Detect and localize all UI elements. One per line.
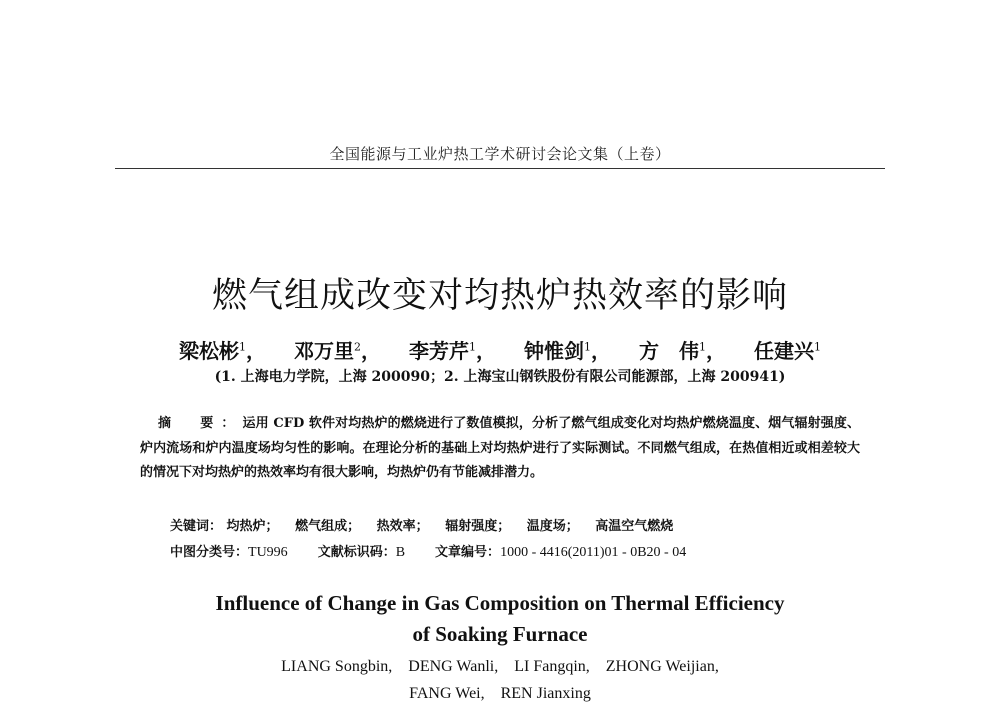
abstract-cn bbox=[140, 412, 860, 486]
title-en-line-1: Influence of Change in Gas Composition on Thermal Efficiency bbox=[215, 591, 785, 615]
authors-en-line-2 bbox=[0, 680, 1000, 707]
keyword: 燃气组成； bbox=[295, 519, 361, 534]
paper-title-en bbox=[0, 588, 1000, 650]
keywords-cn bbox=[170, 515, 860, 534]
author-cn: 邓万里$^2$， bbox=[294, 339, 381, 363]
authors-en-line-1 bbox=[0, 653, 1000, 680]
author-en: ZHONG Weijian, bbox=[605, 658, 719, 675]
author-cn: 李芳芹$^1$， bbox=[409, 339, 496, 363]
keywords-label: 关键词： bbox=[170, 519, 223, 534]
doc-code-label: 文献标识码： bbox=[317, 545, 396, 560]
keyword: 热效率； bbox=[376, 519, 429, 534]
running-header: 全国能源与工业炉热工学术研讨会论文集（上卷） bbox=[329, 145, 671, 163]
author-cn: 任建兴$^1$ bbox=[754, 339, 821, 363]
title-en-line-2: of Soaking Furnace bbox=[412, 622, 588, 646]
paper-title-cn: 燃气组成改变对均热炉热效率的影响 bbox=[211, 276, 788, 316]
clc-value: TU996 bbox=[248, 545, 288, 560]
clc-label: 中图分类号： bbox=[170, 545, 249, 560]
article-no-value: 1000 - 4416(2011)01 - 0B20 - 04 bbox=[500, 545, 687, 560]
article-no-label: 文章编号： bbox=[435, 545, 501, 560]
affiliation-cn: (1. 上海电力学院，上海 200090；2. 上海宝山钢铁股份有限公司能源部，上海 200941) bbox=[214, 369, 786, 385]
abstract-label: 摘 要： bbox=[158, 416, 243, 431]
doc-code-value: B bbox=[395, 545, 406, 560]
keyword: 高温空气燃烧 bbox=[595, 519, 674, 534]
classification-line bbox=[170, 541, 860, 561]
author-en: LI Fangqin, bbox=[514, 658, 590, 675]
keyword: 温度场； bbox=[526, 519, 579, 534]
author-cn: 方 伟$^1$， bbox=[639, 339, 726, 363]
keyword: 辐射强度； bbox=[445, 519, 511, 534]
author-en: LIANG Songbin, bbox=[281, 658, 393, 675]
author-en: DENG Wanli, bbox=[408, 658, 499, 675]
author-list-en bbox=[0, 653, 1000, 707]
author-cn: 梁松彬$^1$， bbox=[179, 339, 266, 363]
author-list-cn bbox=[0, 335, 1000, 364]
abstract-text: 运用 CFD 软件对均热炉的燃烧进行了数值模拟，分析了燃气组成变化对均热炉燃烧温度、烟气辐射强度、炉内流场和炉内温度场均匀性的影响。在理论分析的基础上对均热炉进行了实际测试。不同燃气组成，在热值相近或相差较大的情况下对均热炉的热效率均有很大影响，均热炉仍有节能减排潜力。 bbox=[140, 416, 860, 480]
author-cn: 钟惟剑$^1$， bbox=[524, 339, 611, 363]
header-rule bbox=[115, 168, 885, 169]
author-en: FANG Wei, bbox=[409, 685, 485, 702]
author-en: REN Jianxing bbox=[500, 685, 591, 702]
keyword: 均热炉； bbox=[226, 519, 279, 534]
